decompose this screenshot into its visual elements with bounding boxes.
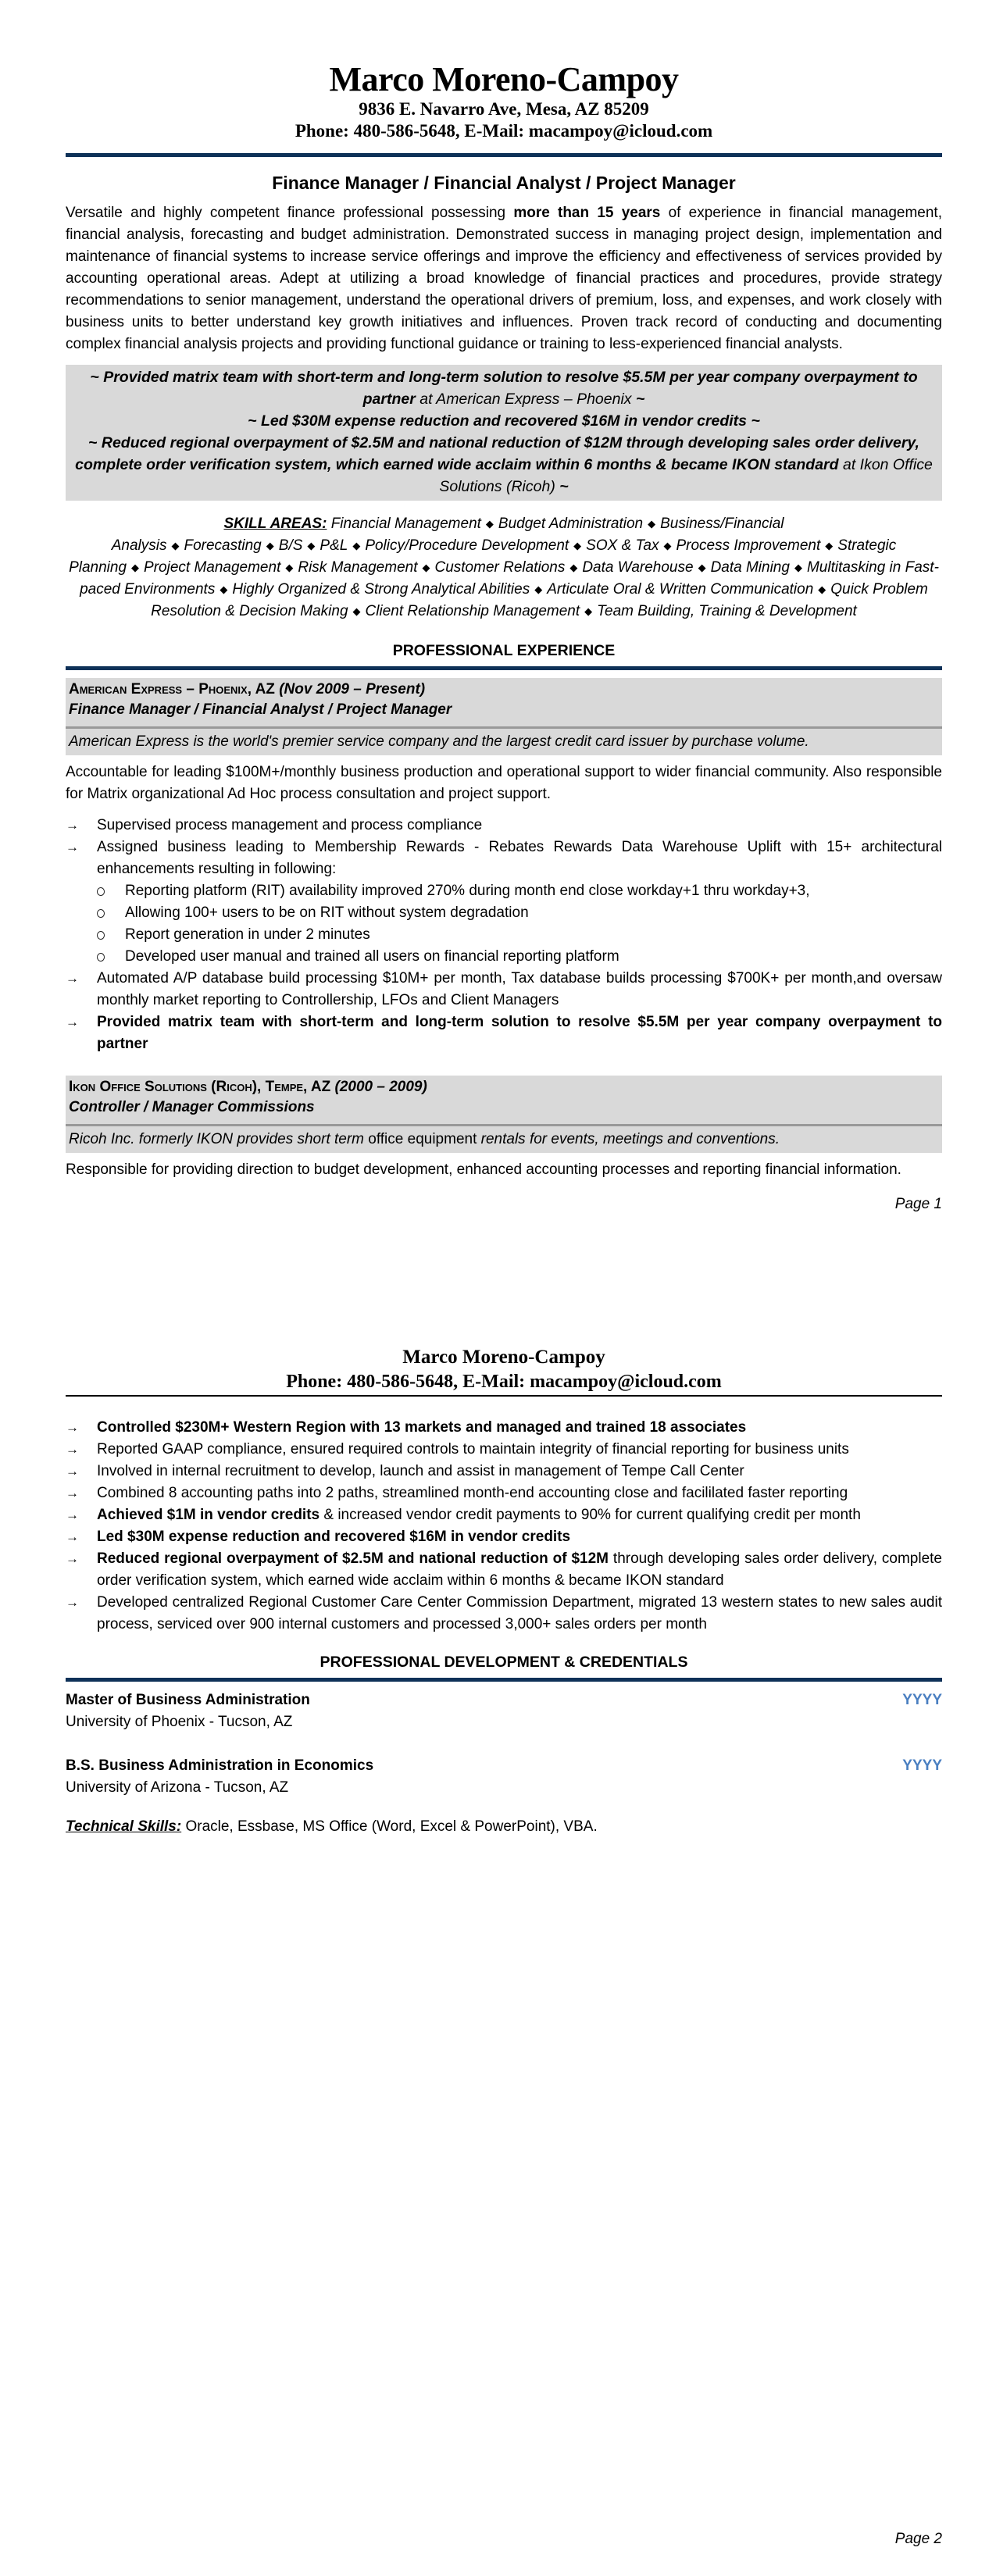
section-rule (66, 1678, 942, 1682)
arrow-icon: → (66, 1441, 79, 1457)
resume-page-2 (66, 1345, 942, 1838)
highlight-item: ~ Led $30M expense reduction and recovered $16M in vendor credits ~ (248, 412, 760, 430)
skill-item: Data Mining (710, 559, 790, 576)
highlights-box (66, 365, 942, 501)
headline: Finance Manager / Financial Analyst / Project Manager (272, 173, 736, 193)
skill-areas (66, 513, 942, 623)
summary-paragraph (66, 202, 942, 355)
arrow-icon: → (66, 1015, 79, 1029)
circle-bullet-icon (97, 931, 105, 940)
bullet-item: → Led $30M expense reduction and recovered $16M in vendor credits (66, 1526, 942, 1548)
degree-year: YYYY (902, 1691, 942, 1708)
job-bullets-continued (66, 1417, 942, 1636)
skills-list (69, 516, 939, 619)
sub-bullets (66, 880, 942, 968)
summary-text: of experience in financial management, financial analysis, forecasting and budget administration. Demonstrated success in managing project design, implementation and maintenance of financial systems to increase service offerings and improve the efficiency and effectiveness of services provided by accounting operational areas. Adept at utilizing a broad knowledge of financial practices and procedures, provide strategy recommendations to senior management, understand the operational drivers of premium, loss, and expenses, and work closely with business units to better understand key growth initiatives and influences. Proven track record of conducting and documenting complex financial analysis projects and providing functional guidance or training to less-experienced financial analysts. (66, 205, 942, 352)
skill-item: Multitasking in Fast-paced Environments (80, 559, 939, 598)
diamond-separator-icon: ◆ (573, 540, 582, 551)
diamond-separator-icon: ◆ (171, 540, 180, 551)
job-header-ikon (66, 1076, 942, 1153)
job-dates: (2000 – 2009) (334, 1079, 427, 1095)
skill-item: Process Improvement (676, 537, 821, 554)
candidate-name: Marco Moreno-Campoy (329, 60, 679, 98)
arrow-icon: → (66, 840, 79, 855)
bullet-item: → Assigned business leading to Membership Rewards - Rebates Rewards Data Warehouse Uplift with 15+ architectural enhancements resulting in following: (66, 837, 942, 880)
bullet-item: → Controlled $230M+ Western Region with 13 markets and managed and trained 18 associates (66, 1417, 942, 1439)
sub-bullet-item: Allowing 100+ users to be on RIT without system degradation (66, 902, 942, 924)
section-title-education: PROFESSIONAL DEVELOPMENT & CREDENTIALS (320, 1653, 688, 1671)
skill-item: Articulate Oral & Written Communication (547, 581, 814, 598)
arrow-icon: → (66, 1419, 79, 1435)
summary-bold: more than 15 years (513, 205, 661, 221)
diamond-separator-icon: ◆ (584, 605, 593, 617)
skill-item: Policy/Procedure Development (365, 537, 569, 554)
technical-skills-value: Oracle, Essbase, MS Office (Word, Excel & PowerPoint), VBA. (181, 1818, 598, 1835)
page-number: Page 2 (894, 2531, 942, 2547)
skill-item: Client Relationship Management (365, 603, 580, 619)
arrow-icon: → (66, 1507, 79, 1522)
education-row (66, 1689, 942, 1711)
header-rule (66, 153, 942, 157)
bullet-item: → Achieved $1M in vendor credits & increased vendor credit payments to 90% for current qualifying credit per month (66, 1504, 942, 1526)
technical-skills-label: Technical Skills: (66, 1818, 182, 1835)
candidate-name-small: Marco Moreno-Campoy (402, 1347, 605, 1368)
job-role: Controller / Manager Commissions (69, 1099, 315, 1115)
skill-item: P&L (320, 537, 348, 554)
degree: B.S. Business Administration in Economics (66, 1757, 374, 1774)
job-company: American Express – Phoenix, AZ (Nov 2009 – Present) (69, 681, 426, 698)
job-role: Finance Manager / Financial Analyst / Project Manager (69, 701, 452, 718)
diamond-separator-icon: ◆ (818, 583, 826, 595)
contact-info: Phone: 480-586-5648, E-Mail: macampoy@icloud.com (295, 121, 713, 141)
diamond-separator-icon: ◆ (352, 540, 361, 551)
bullet-item: → Automated A/P database build processing $10M+ per month, Tax database builds processing $700K+ per month,and oversaw monthly market reporting to Controllership, LFOs and Client Managers (66, 968, 942, 1011)
skill-item: B/S (278, 537, 303, 554)
skill-item: Quick Problem Resolution & Decision Making (151, 581, 928, 619)
skill-item: Risk Management (298, 559, 418, 576)
job-company-description: Ricoh Inc. formerly IKON provides short term office equipment rentals for events, meetings and conventions. (69, 1131, 780, 1147)
arrow-icon: → (66, 1594, 79, 1610)
education-row (66, 1755, 942, 1777)
bullet-item: → Combined 8 accounting paths into 2 paths, streamlined month-end accounting close and facililated faster reporting (66, 1482, 942, 1504)
diamond-separator-icon: ◆ (794, 562, 802, 573)
job-bullets (66, 815, 942, 880)
address: 9836 E. Navarro Ave, Mesa, AZ 85209 (359, 99, 649, 119)
arrow-icon: → (66, 1550, 79, 1566)
arrow-icon: → (66, 971, 79, 986)
skill-item: Business/Financial Analysis (111, 516, 784, 554)
diamond-separator-icon: ◆ (352, 605, 361, 617)
arrow-icon: → (66, 818, 79, 833)
diamond-separator-icon: ◆ (220, 583, 228, 595)
resume-page-1 (66, 56, 942, 1215)
job-company-description: American Express is the world's premier service company and the largest credit card issuer by purchase volume. (69, 733, 809, 750)
skill-item: Financial Management (330, 516, 481, 532)
arrow-icon: → (66, 1529, 79, 1544)
bullet-item: → Reduced regional overpayment of $2.5M and national reduction of $12M through developing sales order delivery, complete order verification system, which earned wide acclaim within 6 months & became IKON standard (66, 1548, 942, 1592)
section-rule (66, 666, 942, 670)
diamond-separator-icon: ◆ (569, 562, 578, 573)
skill-item: Project Management (144, 559, 281, 576)
diamond-separator-icon: ◆ (485, 518, 494, 530)
diamond-separator-icon: ◆ (422, 562, 430, 573)
job-dates: (Nov 2009 – Present) (279, 681, 426, 698)
skill-item: Forecasting (184, 537, 262, 554)
job-bullets (66, 968, 942, 1055)
bullet-item: → Developed centralized Regional Customer Care Center Commission Department, migrated 13 western states to new sales audit process, serviced over 900 internal customers and processed 3,000+ sales orders per month (66, 1592, 942, 1636)
diamond-separator-icon: ◆ (266, 540, 274, 551)
highlight-item: ~ Reduced regional overpayment of $2.5M and national reduction of $12M through developing sales order delivery, complete order verification system, which earned wide acclaim within 6 months & became IKON standard at Ikon Office Solutions (Ricoh) ~ (75, 434, 933, 495)
diamond-separator-icon: ◆ (698, 562, 706, 573)
section-title-experience: PROFESSIONAL EXPERIENCE (392, 642, 616, 659)
degree: Master of Business Administration (66, 1691, 310, 1708)
skill-item: Team Building, Training & Development (597, 603, 857, 619)
summary-text: Versatile and highly competent finance professional possessing (66, 205, 514, 221)
job-company: Ikon Office Solutions (Ricoh), Tempe, AZ (2000 – 2009) (69, 1079, 427, 1095)
highlight-item: ~ Provided matrix team with short-term and long-term solution to resolve $5.5M per year company overpayment to partner at American Express – Phoenix ~ (90, 369, 918, 408)
technical-skills (66, 1816, 942, 1838)
sub-bullet-item: Report generation in under 2 minutes (66, 924, 942, 946)
contact-info: Phone: 480-586-5648, E-Mail: macampoy@icloud.com (286, 1372, 722, 1392)
school: University of Arizona - Tucson, AZ (66, 1779, 289, 1796)
bullet-item: → Involved in internal recruitment to develop, launch and assist in management of Tempe Call Center (66, 1461, 942, 1482)
skill-item: Highly Organized & Strong Analytical Abilities (232, 581, 530, 598)
diamond-separator-icon: ◆ (648, 518, 656, 530)
circle-bullet-icon (97, 953, 105, 962)
skills-label: SKILL AREAS: (223, 516, 327, 532)
education-item (66, 1689, 942, 1733)
diamond-separator-icon: ◆ (285, 562, 294, 573)
bullet-item: → Provided matrix team with short-term and long-term solution to resolve $5.5M per year company overpayment to partner (66, 1011, 942, 1055)
circle-bullet-icon (97, 909, 105, 918)
school: University of Phoenix - Tucson, AZ (66, 1713, 293, 1730)
diamond-separator-icon: ◆ (307, 540, 316, 551)
arrow-icon: → (66, 1485, 79, 1500)
skill-item: Budget Administration (498, 516, 644, 532)
skill-item: Strategic Planning (69, 537, 897, 576)
diamond-separator-icon: ◆ (131, 562, 140, 573)
job-header-amex (66, 678, 942, 755)
diamond-separator-icon: ◆ (663, 540, 672, 551)
header-rule (66, 1395, 942, 1397)
skill-item: SOX & Tax (586, 537, 659, 554)
education-item (66, 1755, 942, 1799)
job-summary: Accountable for leading $100M+/monthly business production and operational support to wider financial community. Also responsible for Matrix organizational Ad Hoc process consultation and project support. (66, 764, 942, 802)
diamond-separator-icon: ◆ (825, 540, 834, 551)
page-number: Page 1 (894, 1196, 942, 1212)
degree-year: YYYY (902, 1757, 942, 1774)
skill-item: Customer Relations (434, 559, 566, 576)
job-summary: Responsible for providing direction to budget development, enhanced accounting processes and reporting financial information. (66, 1161, 901, 1178)
sub-bullet-item: Developed user manual and trained all users on financial reporting platform (66, 946, 942, 968)
circle-bullet-icon (97, 887, 105, 896)
bullet-item: → Reported GAAP compliance, ensured required controls to maintain integrity of financial reporting for business units (66, 1439, 942, 1461)
bullet-item: → Supervised process management and process compliance (66, 815, 942, 837)
sub-bullet-item: Reporting platform (RIT) availability improved 270% during month end close workday+1 thru workday+3, (66, 880, 942, 902)
arrow-icon: → (66, 1463, 79, 1479)
diamond-separator-icon: ◆ (534, 583, 543, 595)
skill-item: Data Warehouse (582, 559, 694, 576)
